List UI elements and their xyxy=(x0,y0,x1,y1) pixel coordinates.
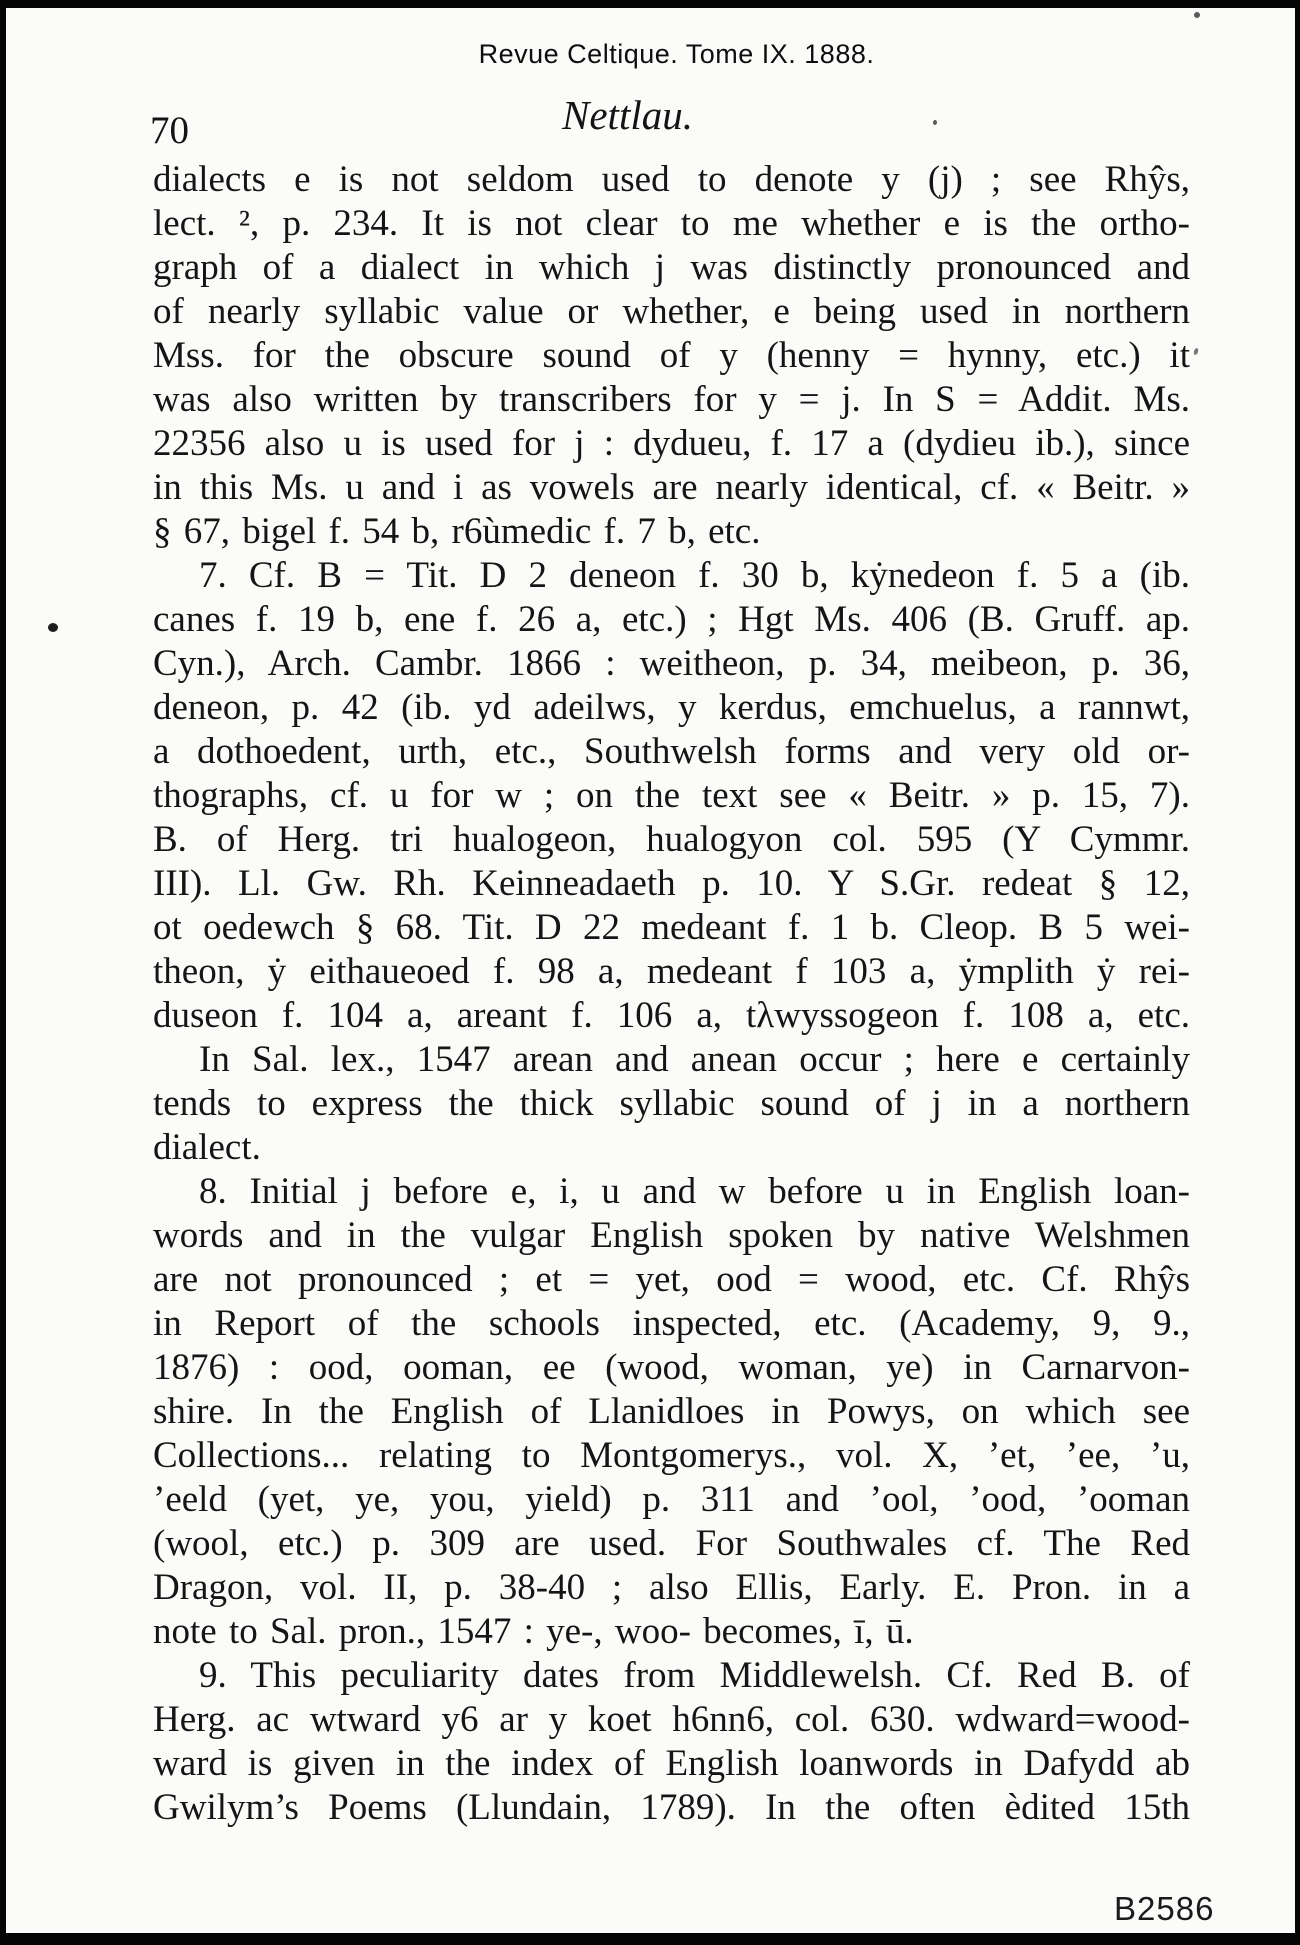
text-line: ward is given in the index of English loanwords in Dafydd ab xyxy=(153,1743,1190,1784)
archive-stamp: B2586 xyxy=(1114,1890,1215,1927)
text-line: dialects e is not seldom used to denote y (j) ; see Rhŷs, xyxy=(153,159,1190,200)
text-line: theon, ẏ eithaueoed f. 98 a, medeant f 103 a, ẏmplith ẏ rei- xyxy=(153,951,1190,992)
page-number: 70 xyxy=(150,109,189,152)
text-line: in this Ms. u and i as vowels are nearly identical, cf. « Beitr. » xyxy=(153,467,1190,508)
text-line: graph of a dialect in which j was distinctly pronounced and xyxy=(153,247,1190,288)
text-line: III). Ll. Gw. Rh. Keinneadaeth p. 10. Y S.Gr. redeat § 12, xyxy=(153,863,1190,904)
text-line: canes f. 19 b, ene f. 26 a, etc.) ; Hgt Ms. 406 (B. Gruff. ap. xyxy=(153,599,1190,640)
text-line: words and in the vulgar English spoken by native Welshmen xyxy=(153,1215,1190,1256)
text-line: ot oedewch § 68. Tit. D 22 medeant f. 1 b. Cleop. B 5 wei- xyxy=(153,907,1190,948)
text-line: lect. ², p. 234. It is not clear to me whether e is the ortho- xyxy=(153,203,1190,244)
text-line: § 67, bigel f. 54 b, r6ùmedic f. 7 b, etc. xyxy=(153,511,761,552)
running-head: Nettlau. xyxy=(562,92,693,138)
text-line: duseon f. 104 a, areant f. 106 a, tλwyssogeon f. 108 a, etc. xyxy=(153,995,1190,1036)
text-line: thographs, cf. u for w ; on the text see « Beitr. » p. 15, 7). xyxy=(153,775,1190,816)
text-line: ’eeld (yet, ye, you, yield) p. 311 and ’ool, ’ood, ’ooman xyxy=(153,1479,1190,1520)
text-line: a dothoedent, urth, etc., Southwelsh forms and very old or- xyxy=(153,731,1190,772)
paragraph xyxy=(153,1038,1190,1170)
text-line: Cyn.), Arch. Cambr. 1866 : weitheon, p. 34, meibeon, p. 36, xyxy=(153,643,1190,684)
text-line: Mss. for the obscure sound of y (henny = hynny, etc.) it xyxy=(153,335,1190,376)
text-line: of nearly syllabic value or whether, e being used in northern xyxy=(153,291,1190,332)
scan-speck xyxy=(1193,348,1199,356)
paragraph xyxy=(153,158,1190,554)
text-line: Dragon, vol. II, p. 38-40 ; also Ellis, Early. E. Pron. in a xyxy=(153,1567,1190,1608)
text-line: note to Sal. pron., 1547 : ye-, woo- becomes, ī, ū. xyxy=(153,1611,914,1652)
text-line: 8. Initial j before e, i, u and w before u in English loan- xyxy=(199,1171,1190,1212)
text-line: was also written by transcribers for y = j. In S = Addit. Ms. xyxy=(153,379,1190,420)
paragraph xyxy=(153,1170,1190,1654)
text-line: B. of Herg. tri hualogeon, hualogyon col. 595 (Y Cymmr. xyxy=(153,819,1190,860)
text-line: 9. This peculiarity dates from Middlewelsh. Cf. Red B. of xyxy=(199,1655,1190,1696)
paragraph xyxy=(153,1654,1190,1830)
text-line: tends to express the thick syllabic sound of j in a northern xyxy=(153,1083,1190,1124)
text-line: dialect. xyxy=(153,1127,261,1168)
text-line: (wool, etc.) p. 309 are used. For Southwales cf. The Red xyxy=(153,1523,1190,1564)
text-line: Gwilym’s Poems (Llundain, 1789). In the often èdited 15th xyxy=(153,1787,1190,1828)
ink-dot-artifact xyxy=(48,623,58,632)
text-line: Herg. ac wtward y6 ar y koet h6nn6, col. 630. wdward=wood- xyxy=(153,1699,1190,1740)
text-line: 22356 also u is used for j : dydueu, f. 17 a (dydieu ib.), since xyxy=(153,423,1190,464)
text-line: in Report of the schools inspected, etc. (Academy, 9, 9., xyxy=(153,1303,1190,1344)
text-line: are not pronounced ; et = yet, ood = wood, etc. Cf. Rhŷs xyxy=(153,1259,1190,1300)
text-line: In Sal. lex., 1547 arean and anean occur ; here e certainly xyxy=(199,1039,1190,1080)
text-line: 1876) : ood, ooman, ee (wood, woman, ye) in Carnarvon- xyxy=(153,1347,1190,1388)
text-line: deneon, p. 42 (ib. yd adeilws, y kerdus, emchuelus, a rannwt, xyxy=(153,687,1190,728)
paragraph xyxy=(153,554,1190,1038)
text-line: Collections... relating to Montgomerys., vol. X, ’et, ’ee, ’u, xyxy=(153,1435,1190,1476)
scan-header-caption: Revue Celtique. Tome IX. 1888. xyxy=(478,39,875,69)
body-text-column xyxy=(153,158,1190,1830)
scan-speck xyxy=(1193,11,1201,19)
scan-speck xyxy=(933,120,937,125)
text-line: 7. Cf. B = Tit. D 2 deneon f. 30 b, kẏnedeon f. 5 a (ib. xyxy=(199,555,1190,596)
text-line: shire. In the English of Llanidloes in Powys, on which see xyxy=(153,1391,1190,1432)
